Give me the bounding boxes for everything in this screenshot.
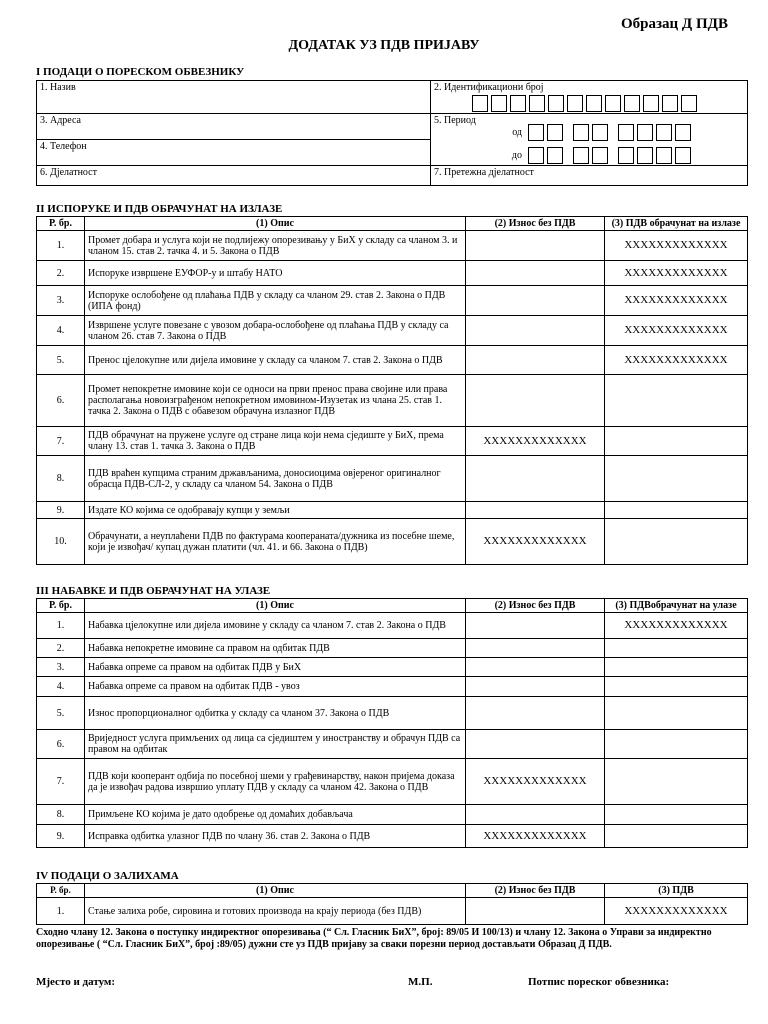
row-amount-cell[interactable] — [466, 898, 605, 925]
row-vat-cell[interactable]: XXXXXXXXXXXXX — [605, 261, 748, 286]
row-number: 10. — [37, 519, 85, 565]
row-vat-cell[interactable]: XXXXXXXXXXXXX — [605, 898, 748, 925]
row-amount-cell[interactable] — [466, 261, 605, 286]
row-vat-cell[interactable] — [605, 519, 748, 565]
stamp-label: М.П. — [408, 976, 433, 988]
row-number: 3. — [37, 286, 85, 316]
row-vat-cell[interactable] — [605, 697, 748, 730]
section-2-title: II ИСПОРУКЕ И ПДВ ОБРАЧУНАТ НА ИЗЛАЗЕ — [36, 203, 283, 215]
row-number: 8. — [37, 805, 85, 825]
table-row — [37, 697, 748, 730]
row-vat-cell[interactable] — [605, 502, 748, 519]
col-header-vat: (3) ПДВ — [605, 884, 748, 898]
row-amount-cell[interactable] — [466, 456, 605, 502]
place-date-label: Мјесто и датум: — [36, 976, 116, 988]
table-row — [37, 613, 748, 639]
row-vat-cell[interactable]: XXXXXXXXXXXXX — [605, 316, 748, 346]
row-number: 1. — [37, 898, 85, 925]
phone-field[interactable] — [37, 140, 431, 166]
col-header-amount: (2) Износ без ПДВ — [466, 884, 605, 898]
row-vat-cell[interactable] — [605, 639, 748, 658]
period-from-month-boxes[interactable] — [573, 124, 608, 141]
row-description: Набавка цјелокупне или дијела имовине у складу са чланом 7. став 2. Закона о ПДВ — [85, 613, 466, 639]
page-title: ДОДАТАК УЗ ПДВ ПРИЈАВУ — [288, 38, 480, 53]
name-field[interactable] — [37, 81, 431, 114]
row-description: Стање залиха робе, сировина и готових производа на крају периода (без ПДВ) — [85, 898, 466, 925]
table-row — [37, 519, 748, 565]
row-number: 7. — [37, 759, 85, 805]
table-row — [37, 759, 748, 805]
supplies-table — [36, 216, 748, 565]
row-vat-cell[interactable] — [605, 427, 748, 456]
row-number: 2. — [37, 639, 85, 658]
row-description: Извршене услуге повезане с увозом добара-ослобођене од плаћања ПДВ у складу са чланом 26. став 7. Закона о ПДВ — [85, 316, 466, 346]
row-description: Набавка опреме са правом на одбитак ПДВ - увоз — [85, 677, 466, 697]
main-activity-label: 7. Претежна дјелатност — [434, 167, 534, 178]
row-description: Промет непокретне имовине који се односи на први пренос права својине или права располагања новоизграђеном непокретном имовином-Изузетак из члана 25. став 1. тачка 2. Закона о ПДВ с обавезом обрачуна излазног ПДВ — [85, 375, 466, 427]
row-vat-cell[interactable]: XXXXXXXXXXXXX — [605, 613, 748, 639]
col-header-no: Р. бр. — [37, 217, 85, 231]
col-header-amount: (2) Износ без ПДВ — [466, 599, 605, 613]
row-amount-cell[interactable]: XXXXXXXXXXXXX — [466, 519, 605, 565]
period-to-label: до — [511, 150, 522, 161]
row-description: Износ пропорционалног одбитка у складу са чланом 37. Закона о ПДВ — [85, 697, 466, 730]
row-amount-cell[interactable]: XXXXXXXXXXXXX — [466, 825, 605, 848]
row-number: 6. — [37, 730, 85, 759]
taxpayer-table — [36, 80, 748, 186]
row-vat-cell[interactable] — [605, 759, 748, 805]
row-amount-cell[interactable] — [466, 375, 605, 427]
period-from-boxes[interactable] — [528, 124, 563, 141]
row-vat-cell[interactable] — [605, 677, 748, 697]
table-row — [37, 898, 748, 925]
row-amount-cell[interactable] — [466, 639, 605, 658]
row-number: 7. — [37, 427, 85, 456]
col-header-desc: (1) Опис — [85, 884, 466, 898]
row-description: Набавка опреме са правом на одбитак ПДВ у БиХ — [85, 658, 466, 677]
col-header-amount: (2) Износ без ПДВ — [466, 217, 605, 231]
row-amount-cell[interactable] — [466, 697, 605, 730]
col-header-desc: (1) Опис — [85, 599, 466, 613]
signature-label: Потпис пореског обвезника: — [528, 976, 670, 988]
activity-label: 6. Дјелатност — [40, 167, 97, 178]
table-row — [37, 730, 748, 759]
address-label: 3. Адреса — [40, 115, 81, 126]
row-vat-cell[interactable]: XXXXXXXXXXXXX — [605, 346, 748, 375]
row-description: Исправка одбитка улазног ПДВ по члану 36. став 2. Закона о ПДВ — [85, 825, 466, 848]
row-description: Набавка непокретне имовине са правом на одбитак ПДВ — [85, 639, 466, 658]
table-row — [37, 456, 748, 502]
activity-field[interactable] — [37, 166, 431, 186]
row-amount-cell[interactable] — [466, 613, 605, 639]
row-vat-cell[interactable] — [605, 658, 748, 677]
period-label: 5. Период — [434, 115, 476, 126]
row-vat-cell[interactable] — [605, 730, 748, 759]
row-amount-cell[interactable] — [466, 805, 605, 825]
purchases-table — [36, 598, 748, 848]
row-number: 1. — [37, 613, 85, 639]
row-vat-cell[interactable] — [605, 805, 748, 825]
section-3-title: III НАБАВКЕ И ПДВ ОБРАЧУНАТ НА УЛАЗЕ — [36, 585, 271, 597]
id-label: 2. Идентификациони број — [434, 82, 544, 93]
row-amount-cell[interactable] — [466, 677, 605, 697]
row-description: ПДВ враћен купцима страним држављанима, доносиоцима овјереног оригиналног обрасца ПДВ-СЛ-2, у складу са чланом 54. Закона о ПДВ — [85, 456, 466, 502]
row-description: Промет добара и услуга који не подлијежу опорезивању у БиХ у складу са чланом 3. и чланом 15. став 2. тачка 4. и 5. Закона о ПДВ — [85, 231, 466, 261]
table-row — [37, 502, 748, 519]
table-row — [37, 346, 748, 375]
table-row — [37, 375, 748, 427]
row-number: 8. — [37, 456, 85, 502]
row-description: Испоруке ослобођене од плаћања ПДВ у складу са чланом 29. став 2. Закона о ПДВ (ИПА фонд) — [85, 286, 466, 316]
table-row — [37, 658, 748, 677]
row-amount-cell[interactable]: XXXXXXXXXXXXX — [466, 427, 605, 456]
row-vat-cell[interactable] — [605, 375, 748, 427]
period-to-month-boxes[interactable] — [573, 147, 608, 164]
row-number: 9. — [37, 825, 85, 848]
row-description: Вриједност услуга примљених од лица са сједиштем у иностранству и обрачун ПДВ са правом на одбитак — [85, 730, 466, 759]
section-4-title: IV ПОДАЦИ О ЗАЛИХАМА — [36, 870, 179, 882]
row-number: 4. — [37, 316, 85, 346]
row-description: Примљене КО којима је дато одобрење од домаћих добављача — [85, 805, 466, 825]
row-amount-cell[interactable] — [466, 730, 605, 759]
table-row — [37, 231, 748, 261]
col-header-vat: (3) ПДВ обрачунат на излазе — [605, 217, 748, 231]
row-amount-cell[interactable] — [466, 502, 605, 519]
table-row — [37, 286, 748, 316]
row-vat-cell[interactable]: XXXXXXXXXXXXX — [605, 231, 748, 261]
table-row — [37, 677, 748, 697]
row-amount-cell[interactable] — [466, 231, 605, 261]
period-to-year-boxes[interactable] — [618, 147, 691, 164]
row-vat-cell[interactable] — [605, 825, 748, 848]
row-number: 1. — [37, 231, 85, 261]
row-vat-cell[interactable]: XXXXXXXXXXXXX — [605, 286, 748, 316]
address-field[interactable] — [37, 114, 431, 140]
legal-note: Сходно члану 12. Закона о поступку индиректног опорезивања (“ Сл. Гласник БиХ”, број: 89/05 И 100/13) и члану 12. Закона о Управи за индиректно опорезивање ( “Сл. Гласник БиХ”, број :89/05) дужни сте уз ПДВ пријаву за сваки порезни период достављати Образац Д ПДВ. — [36, 927, 712, 950]
row-amount-cell[interactable] — [466, 658, 605, 677]
row-amount-cell[interactable] — [466, 286, 605, 316]
row-description: Издате КО којима се одобравају купци у земљи — [85, 502, 466, 519]
row-number: 4. — [37, 677, 85, 697]
main-activity-field[interactable] — [431, 166, 748, 186]
table-row — [37, 316, 748, 346]
col-header-desc: (1) Опис — [85, 217, 466, 231]
row-amount-cell[interactable] — [466, 346, 605, 375]
id-field[interactable] — [431, 81, 748, 114]
row-number: 2. — [37, 261, 85, 286]
row-number: 9. — [37, 502, 85, 519]
section-1-title: I ПОДАЦИ О ПОРЕСКОМ ОБВЕЗНИКУ — [36, 66, 245, 78]
row-amount-cell[interactable]: XXXXXXXXXXXXX — [466, 759, 605, 805]
period-to-boxes[interactable] — [528, 147, 563, 164]
row-amount-cell[interactable] — [466, 316, 605, 346]
col-header-vat: (3) ПДВобрачунат на улазе — [605, 599, 748, 613]
form-code: Образац Д ПДВ — [621, 16, 728, 32]
row-number: 5. — [37, 697, 85, 730]
id-number-boxes[interactable] — [472, 95, 697, 112]
period-from-year-boxes[interactable] — [618, 124, 691, 141]
table-row — [37, 427, 748, 456]
table-row — [37, 639, 748, 658]
row-number: 3. — [37, 658, 85, 677]
col-header-no: Р. бр. — [37, 599, 85, 613]
row-description: Испоруке извршене ЕУФОР-у и штабу НАТО — [85, 261, 466, 286]
row-description: Обрачунати, а неуплаћени ПДВ по фактурама коопераната/дужника из посебне шеме, који је извођач/ купац дужан платити (чл. 41. и 66. Закона о ПДВ) — [85, 519, 466, 565]
row-description: ПДВ обрачунат на пружене услуге од стране лица који нема сједиште у БиХ, према члану 13. став 1. тачка 3. Закона о ПДВ — [85, 427, 466, 456]
table-row — [37, 825, 748, 848]
row-number: 6. — [37, 375, 85, 427]
row-vat-cell[interactable] — [605, 456, 748, 502]
row-number: 5. — [37, 346, 85, 375]
table-row — [37, 261, 748, 286]
row-description: ПДВ који кооперант одбија по посебној шеми у грађевинарству, након пријема доказа да је извођач радова извршио уплату ПДВ у складу са чланом 42. Закона о ПДВ — [85, 759, 466, 805]
col-header-no: Р. бр. — [37, 884, 85, 898]
table-row — [37, 805, 748, 825]
phone-label: 4. Телефон — [40, 141, 87, 152]
period-from-label: од — [512, 127, 522, 138]
inventory-table — [36, 883, 748, 925]
period-field[interactable] — [431, 114, 748, 166]
name-label: 1. Назив — [40, 82, 76, 93]
row-description: Пренос цјелокупне или дијела имовине у складу са чланом 7. став 2. Закона о ПДВ — [85, 346, 466, 375]
